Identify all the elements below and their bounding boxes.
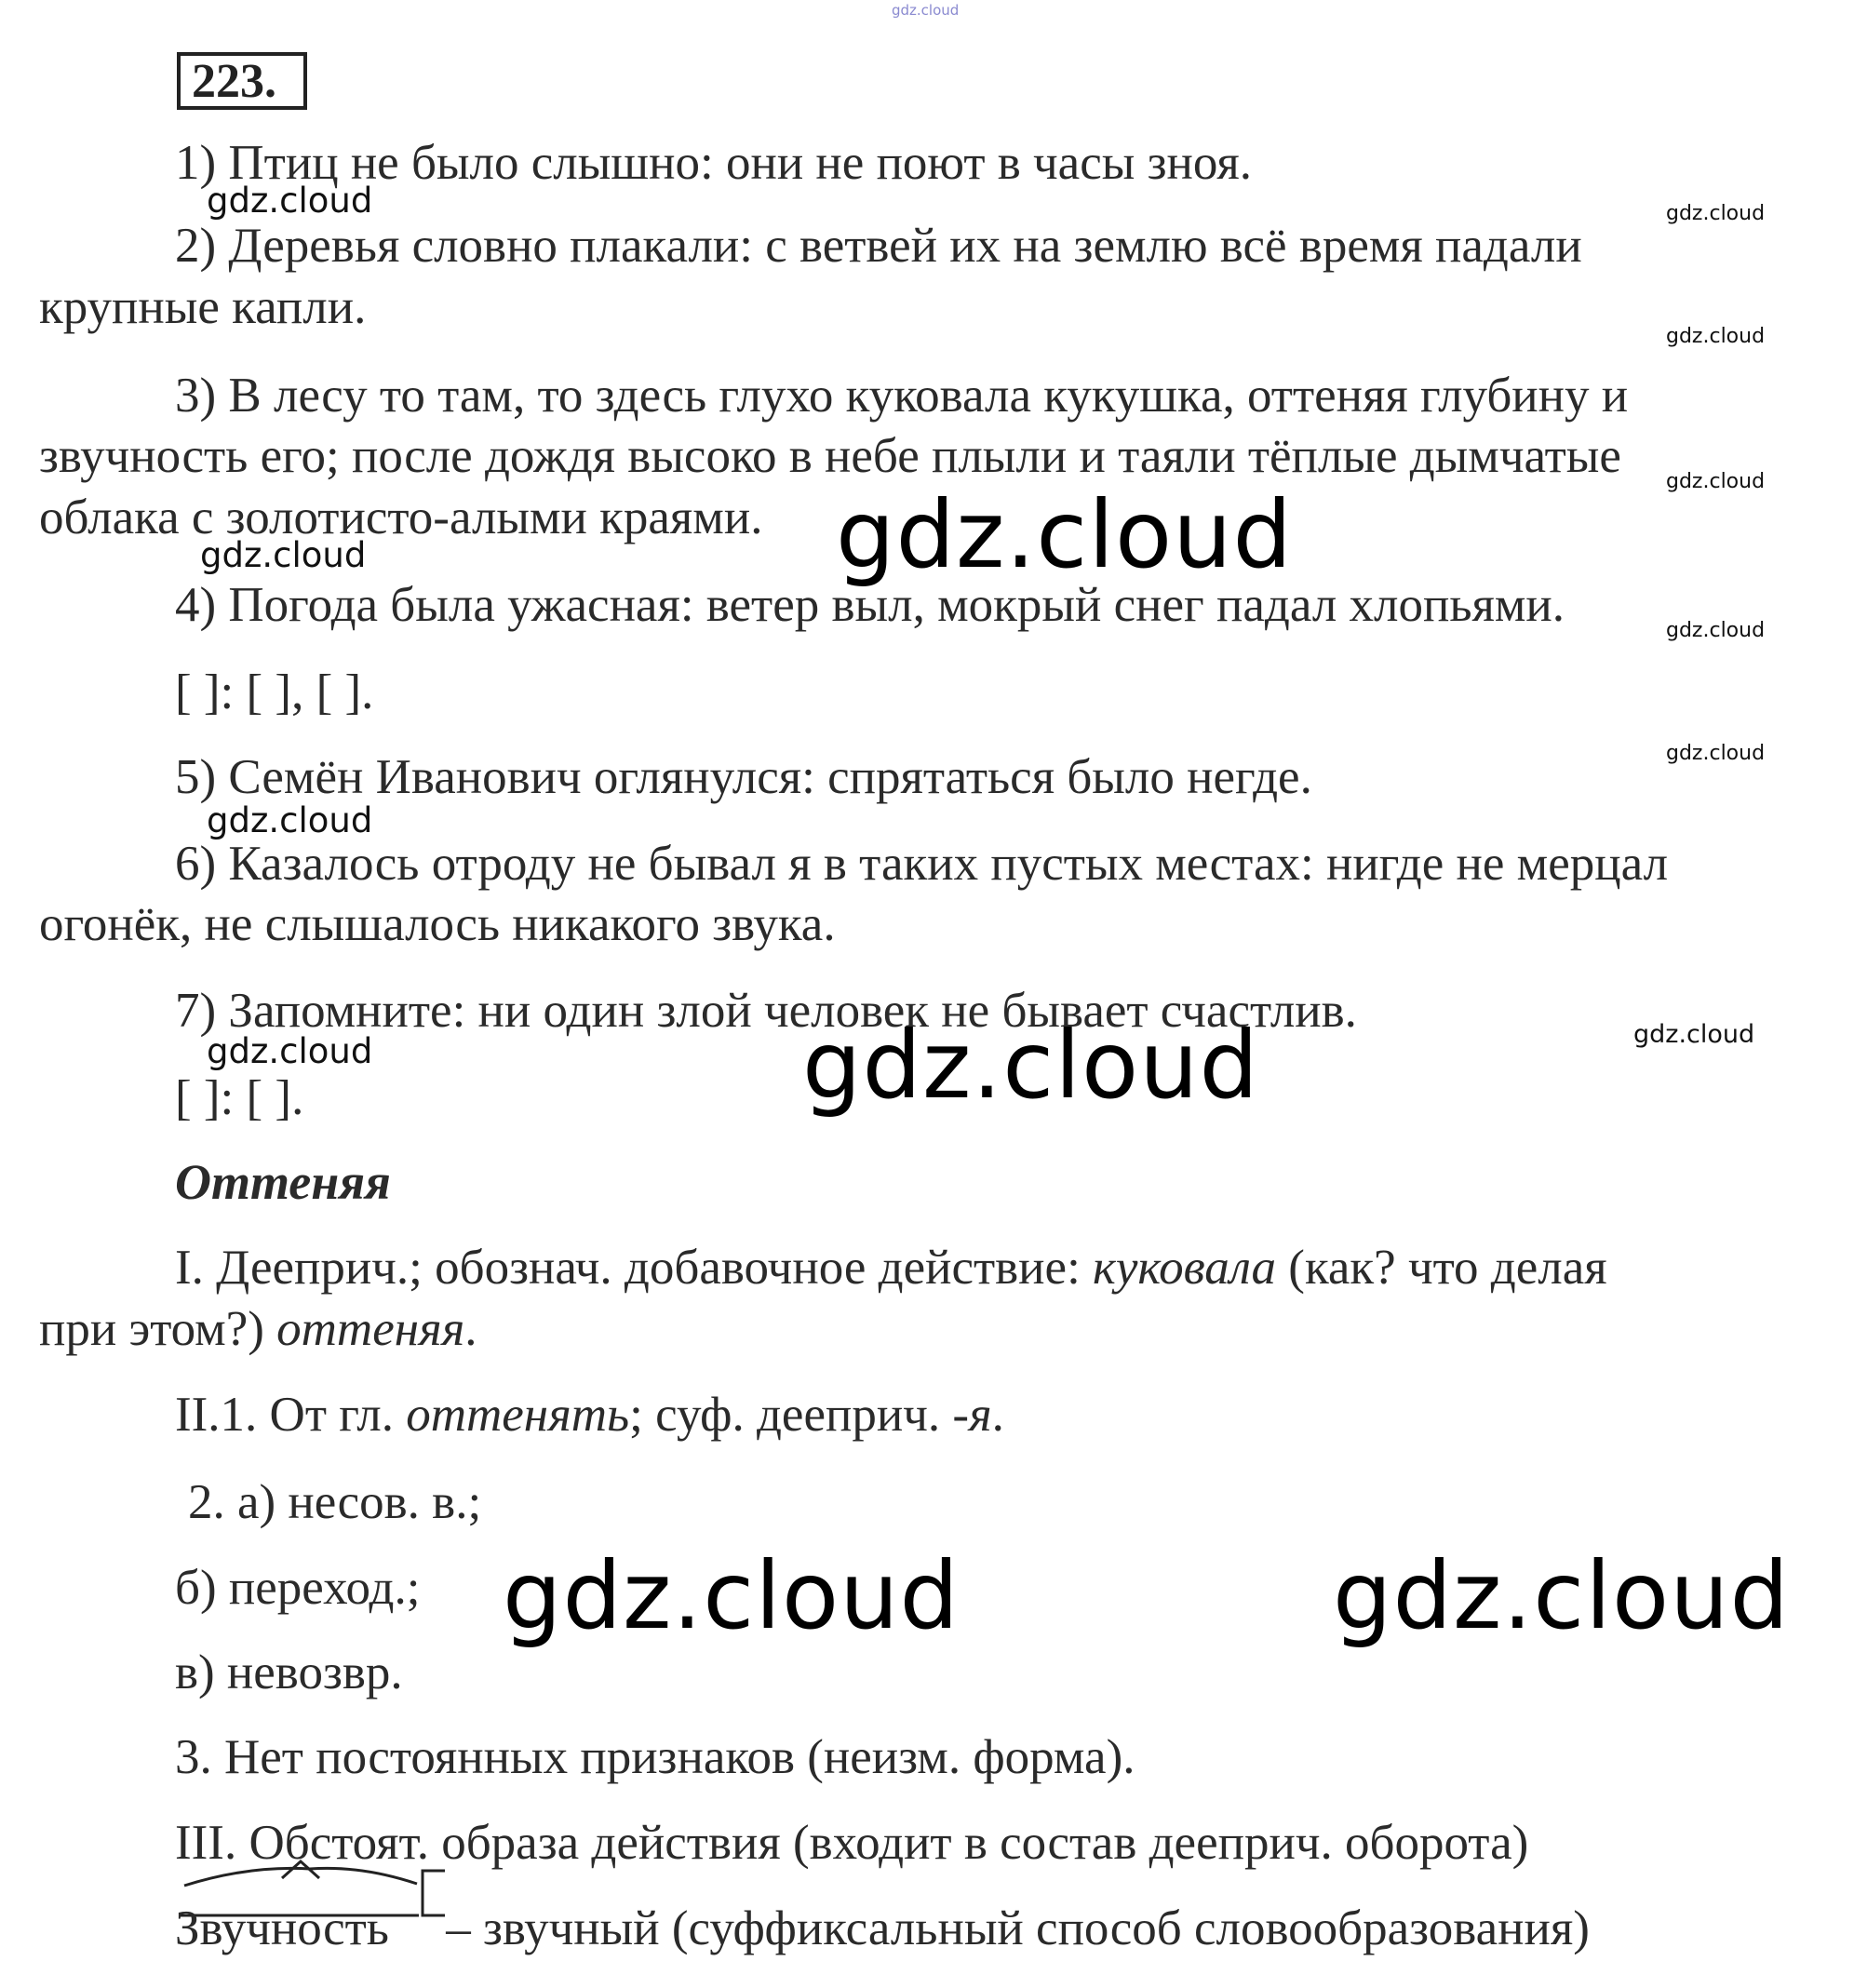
analysis-italic-word: оттенять xyxy=(406,1388,630,1442)
watermark-large: gdz.cloud xyxy=(836,480,1294,589)
analysis-text: ; суф. дееприч. - xyxy=(629,1388,970,1442)
watermark: gdz.cloud xyxy=(1666,202,1766,225)
analysis-point-5: в) невозвр. xyxy=(175,1645,403,1699)
watermark-large: gdz.cloud xyxy=(503,1541,961,1650)
watermark-top: gdz.cloud xyxy=(892,2,960,19)
analysis-text: при этом?) xyxy=(39,1302,277,1356)
exercise-number: 223. xyxy=(177,52,307,110)
analysis-point-7: III. Обстоят. образа действия (входит в состав дееприч. оборота) xyxy=(175,1816,1529,1870)
watermark: gdz.cloud xyxy=(1633,1020,1755,1049)
analysis-heading: Оттеняя xyxy=(175,1154,391,1210)
sentence-3-line-3: облака с золотисто-алыми краями. xyxy=(39,490,763,544)
analysis-italic-word: я xyxy=(969,1388,992,1442)
analysis-italic-word: куковала xyxy=(1093,1241,1277,1295)
sentence-5: 5) Семён Иванович оглянулся: спрятаться было негде. xyxy=(175,750,1312,804)
analysis-text: . xyxy=(991,1388,1004,1442)
analysis-italic-word: оттеняя xyxy=(276,1302,465,1356)
sentence-3-line-2: звучность его; после дождя высоко в небе плыли и таяли тёплые дымчатые xyxy=(39,429,1621,483)
watermark: gdz.cloud xyxy=(1666,325,1766,348)
analysis-text: I. Дееприч.; обознач. добавочное действие: xyxy=(175,1241,1094,1295)
sentence-4: 4) Погода была ужасная: ветер выл, мокрый снег падал хлопьями. xyxy=(175,578,1565,632)
sentence-1: 1) Птиц не было слышно: они не поют в часы зноя. xyxy=(175,136,1252,190)
watermark: gdz.cloud xyxy=(207,181,373,221)
watermark: gdz.cloud xyxy=(1666,470,1766,493)
sentence-7: 7) Запомните: ни один злой человек не бывает счастлив. xyxy=(175,984,1357,1038)
sentence-6-line-2: огонёк, не слышалось никакого звука. xyxy=(39,897,836,951)
sentence-3-line-1: 3) В лесу то там, то здесь глухо куковала кукушка, оттеняя глубину и xyxy=(175,369,1629,423)
analysis-text: . xyxy=(464,1302,477,1356)
analysis-point-4: б) переход.; xyxy=(175,1561,421,1615)
analysis-point-1-line-1 xyxy=(175,1240,1607,1296)
watermark-large: gdz.cloud xyxy=(1333,1541,1791,1650)
watermark: gdz.cloud xyxy=(207,800,373,840)
analysis-point-2 xyxy=(175,1387,1004,1443)
sentence-2-line-1: 2) Деревья словно плакали: с ветвей их на землю всё время падали xyxy=(175,219,1582,273)
watermark-large: gdz.cloud xyxy=(802,1011,1260,1120)
analysis-point-1-line-2 xyxy=(39,1301,477,1357)
scheme-1: [ ]: [ ], [ ]. xyxy=(175,665,374,719)
analysis-text: II.1. От гл. xyxy=(175,1388,407,1442)
sentence-6-line-1: 6) Казалось отроду не бывал я в таких пустых местах: нигде не мерцал xyxy=(175,837,1669,891)
watermark: gdz.cloud xyxy=(207,1031,373,1071)
sentence-2-line-2: крупные капли. xyxy=(39,280,367,334)
stem-arc xyxy=(184,1868,417,1886)
watermark: gdz.cloud xyxy=(200,535,367,575)
analysis-point-6: 3. Нет постоянных признаков (неизм. форма). xyxy=(175,1730,1135,1784)
analyzed-word: Звучность xyxy=(175,1901,389,1955)
watermark: gdz.cloud xyxy=(1666,742,1766,765)
scheme-2: [ ]: [ ]. xyxy=(175,1071,304,1125)
analysis-point-8 xyxy=(175,1901,1590,1956)
analysis-text: – звучный (суффиксальный способ словообразования) xyxy=(433,1901,1590,1955)
analysis-point-3: 2. а) несов. в.; xyxy=(188,1475,482,1529)
watermark: gdz.cloud xyxy=(1666,619,1766,642)
analysis-text: (как? что делая xyxy=(1276,1241,1607,1295)
